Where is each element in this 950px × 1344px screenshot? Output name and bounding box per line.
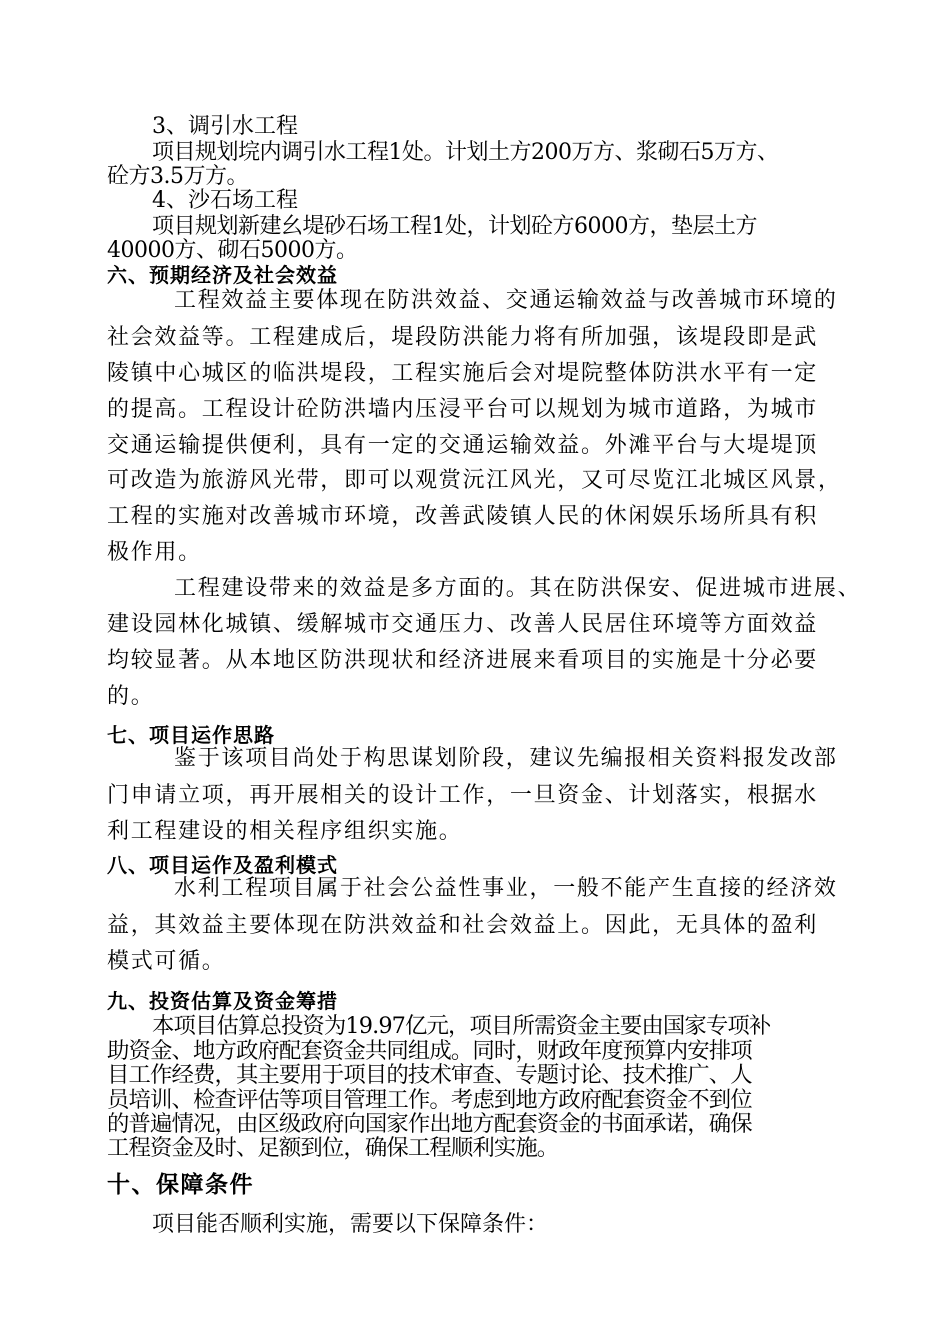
section-heading: 十、保障条件 [107, 1172, 254, 1198]
text-line: 益，其效益主要体现在防洪效益和社会效益上。因此，无具体的盈利 [107, 913, 819, 938]
text-line: 的提高。工程设计砼防洪墙内压浸平台可以规划为城市道路，为城市 [107, 397, 819, 422]
text-line: 可改造为旅游风光带，即可以观赏沅江风光，又可尽览江北城区风景， [107, 468, 842, 493]
subsection-heading: 4、沙石场工程 [152, 188, 298, 213]
text-line: 目工作经费，其主要用于项目的技术审查、专题讨论、技术推广、人 [107, 1062, 752, 1088]
text-line: 工程资金及时、足额到位，确保工程顺利实施。 [107, 1135, 559, 1161]
text-line: 工程建设带来的效益是多方面的。其在防洪保安、促进城市进展、 [174, 576, 862, 601]
text-line: 助资金、地方政府配套资金共同组成。同时，财政年度预算内安排项 [107, 1038, 752, 1064]
text-line: 模式可循。 [107, 949, 226, 974]
text-line: 陵镇中心城区的临洪堤段，工程实施后会对堤院整体防洪水平有一定 [107, 361, 819, 386]
text-line: 项目规划新建幺堤砂石场工程1处，计划砼方6000方，垫层土方 [152, 214, 757, 239]
section-heading: 七、项目运作思路 [107, 723, 275, 747]
text-line: 均较显著。从本地区防洪现状和经济进展来看项目的实施是十分必要 [107, 648, 819, 673]
text-line: 门申请立项，再开展相关的设计工作，一旦资金、计划落实，根据水 [107, 783, 819, 808]
text-line: 砼方3.5万方。 [107, 164, 248, 189]
section-heading: 八、项目运作及盈利模式 [107, 853, 338, 877]
section-heading: 九、投资估算及资金筹措 [107, 989, 338, 1013]
text-line: 员培训、检查评估等项目管理工作。考虑到地方政府配套资金不到位 [107, 1087, 752, 1113]
text-line: 40000方、砌石5000方。 [107, 238, 358, 263]
text-line: 社会效益等。工程建成后，堤段防洪能力将有所加强，该堤段即是武 [107, 325, 819, 350]
subsection-heading: 3、调引水工程 [152, 114, 298, 139]
text-line: 交通运输提供便利，具有一定的交通运输效益。外滩平台与大堤堤顶 [107, 433, 819, 458]
text-line: 利工程建设的相关程序组织实施。 [107, 819, 463, 844]
text-line: 鉴于该项目尚处于构思谋划阶段，建议先编报相关资料报发改部 [174, 746, 838, 771]
text-line: 水利工程项目属于社会公益性事业，一般不能产生直接的经济效 [174, 876, 838, 901]
text-line: 本项目估算总投资为19.97亿元，项目所需资金主要由国家专项补 [152, 1013, 771, 1039]
text-line: 项目能否顺利实施，需要以下保障条件： [152, 1212, 549, 1237]
text-line: 工程效益主要体现在防洪效益、交通运输效益与改善城市环境的 [174, 288, 838, 313]
text-line: 工程的实施对改善城市环境，改善武陵镇人民的休闲娱乐场所具有积 [107, 504, 819, 529]
text-line: 的普遍情况，由区级政府向国家作出地方配套资金的书面承诺，确保 [107, 1111, 752, 1137]
text-line: 项目规划垸内调引水工程1处。计划土方200万方、浆砌石5万方、 [152, 140, 779, 165]
section-heading: 六、预期经济及社会效益 [107, 263, 338, 287]
text-line: 极作用。 [107, 540, 202, 565]
text-line: 建设园林化城镇、缓解城市交通压力、改善人民居住环境等方面效益 [107, 612, 819, 637]
text-line: 的。 [107, 684, 155, 709]
